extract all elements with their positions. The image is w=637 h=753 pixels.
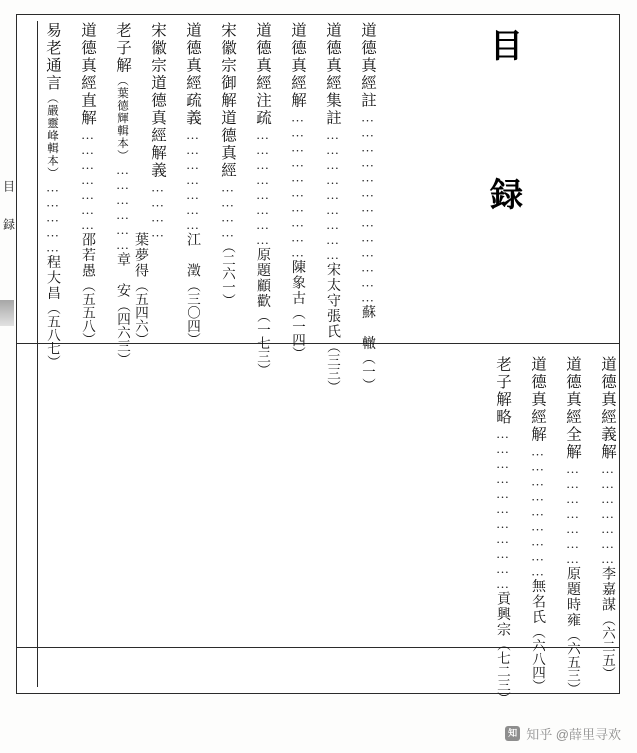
toc-title: 宋徽宗御解道德真經 — [219, 22, 236, 180]
toc-page: （一七三） — [255, 309, 270, 377]
spine-mark — [0, 300, 14, 326]
toc-entry[interactable] — [45, 22, 61, 369]
toc-page: （五八七） — [45, 301, 60, 369]
toc-leader: ………………………… — [290, 109, 305, 260]
toc-entry[interactable] — [185, 22, 201, 346]
toc-entry[interactable] — [80, 22, 96, 346]
toc-title: 老子解 — [114, 22, 131, 75]
toc-title: 宋徽宗道德真經解義 — [149, 22, 166, 180]
toc-author: 程大昌 — [45, 254, 60, 301]
watermark — [505, 724, 621, 743]
toc-page: （一） — [360, 351, 375, 392]
toc-secondary-author — [133, 232, 147, 346]
toc-leader: …………………… — [255, 127, 270, 247]
toc-subtitle: （葉德輝輯本） — [116, 74, 128, 162]
toc-leader: ………………………………… — [360, 109, 375, 305]
toc-author: 章 安 — [115, 252, 130, 299]
toc-page: （六二五） — [600, 612, 615, 680]
toc-leader: ……………… — [115, 162, 130, 252]
toc-leader: ……………………… — [530, 443, 545, 579]
toc-leader: …………… — [45, 179, 60, 255]
toc-entry[interactable] — [360, 22, 376, 392]
toc-title: 道德真經解 — [529, 356, 546, 444]
toc-author: 無名氏 — [530, 578, 545, 625]
toc-title: 道德真經解 — [289, 22, 306, 110]
toc-author: 原題顧歡 — [255, 247, 270, 309]
toc-page: （一四） — [290, 306, 305, 360]
toc-page: （六五三） — [565, 628, 580, 696]
toc-leader: ………… — [150, 179, 165, 240]
toc-entry[interactable] — [115, 22, 131, 366]
page-title: 目 録 — [485, 28, 521, 250]
toc-author: 宋太守張氏 — [325, 262, 340, 340]
toc-entry[interactable] — [325, 22, 341, 394]
toc-author: 江 澂 — [185, 232, 200, 279]
toc-leader: ………………… — [80, 127, 95, 232]
toc-author: 貢興宗 — [495, 591, 510, 638]
toc-title: 道德真經注疏 — [254, 22, 271, 127]
toc-title: 道德真經集註 — [324, 22, 341, 127]
toc-author: 陳象古 — [290, 259, 305, 306]
toc-leader: ………………… — [185, 127, 200, 232]
zhihu-logo-icon: 知 — [505, 726, 520, 741]
toc-page: （七二三） — [495, 637, 510, 705]
running-head-label: 目 録 — [1, 180, 16, 237]
watermark-text: 知乎 @薛里寻欢 — [526, 727, 621, 742]
toc-leader: ……………………… — [325, 127, 340, 262]
toc-title: 道德真經直解 — [79, 22, 96, 127]
toc-entry[interactable] — [495, 356, 511, 705]
toc-title: 道德真經疏義 — [184, 22, 201, 127]
toc-author: 李嘉謀 — [600, 566, 615, 613]
toc-entry[interactable] — [255, 22, 271, 377]
toc-page: （四六三） — [115, 298, 130, 366]
toc-leader: …………………………… — [495, 426, 510, 591]
toc-entry[interactable] — [565, 356, 581, 696]
toc-author: 邵若愚 — [80, 232, 95, 279]
toc-title: 道德真經全解 — [564, 356, 581, 461]
toc-title: 老子解略 — [494, 356, 511, 426]
toc-page: （三三） — [325, 339, 340, 394]
section-divider-upper — [17, 343, 620, 344]
toc-author: 葉夢得 — [133, 232, 148, 279]
toc-entry[interactable] — [600, 356, 616, 680]
toc-entry[interactable] — [220, 22, 236, 307]
toc-page: （三〇四） — [185, 278, 200, 346]
toc-title: 道德真經義解 — [599, 356, 616, 461]
toc-title: 易老通言 — [44, 22, 61, 92]
toc-page: （六八四） — [530, 625, 545, 693]
toc-page: （五五八） — [80, 278, 95, 346]
toc-entry[interactable] — [530, 356, 546, 693]
toc-page: （二六一） — [220, 239, 235, 307]
toc-leader: ………… — [220, 179, 235, 240]
toc-entry[interactable] — [290, 22, 306, 360]
toc-author: 蘇 轍 — [360, 304, 375, 351]
toc-page: （五四六） — [133, 278, 148, 346]
toc-subtitle: （嚴靈峰輯本） — [46, 92, 58, 180]
toc-author: 原題時雍 — [565, 566, 580, 628]
toc-entry[interactable] — [150, 22, 166, 240]
toc-title: 道德真經註 — [359, 22, 376, 110]
toc-leader: ………………… — [565, 461, 580, 566]
toc-leader: ………………… — [600, 461, 615, 566]
